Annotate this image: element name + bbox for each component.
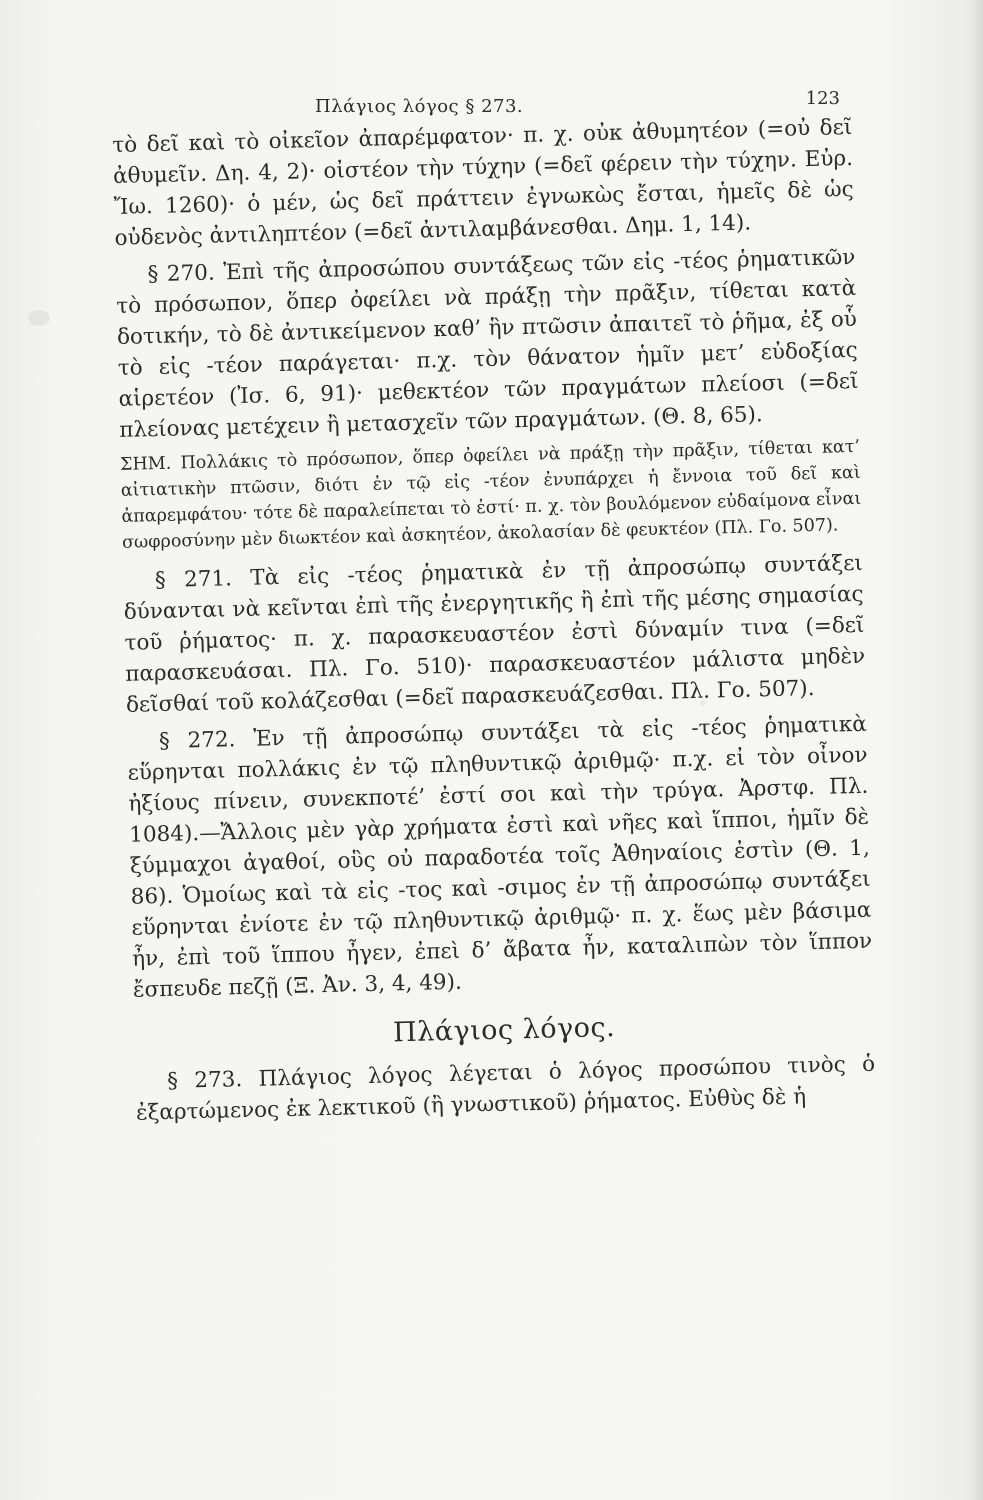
note-paragraph: ΣΗΜ. Πολλάκις τὸ πρόσωπον, ὅπερ ὀφείλει νὰ πράξῃ τὴν πρᾶξιν, τίθεται κατ’ αἰτιατικὴν πτῶσιν, διότι ἐν τῷ εἰς -τέον ἐνυπάρχει ἡ ἔννοια τοῦ δεῖ καὶ ἀπαρεμφάτου· τότε δὲ παραλείπεται τὸ ἐστί· π. χ. τὸν βουλόμενον εὐδαίμονα εἶναι σωφροσύνην μὲν διωκτέον καὶ ἀσκητέον, ἀκολασίαν δὲ φευκτέον (Πλ. Γο. 507). (119, 436, 862, 553)
section-272: § 272. Ἐν τῇ ἀπροσώπῳ συντάξει τὰ εἰς -τέος ῥηματικὰ εὕρηνται πολλάκις ἐν τῷ πληθυντικῷ ἀριθμῷ· π.χ. εἰ τὸν οἶνον ἠξίους πίνειν, συνεκποτέ’ ἐστί σοι καὶ τὴν τρύγα. Ἀρστφ. Πλ. 1084).—Ἄλλοις μὲν γὰρ χρήματα ἐστὶ καὶ νῆες καὶ ἵπποι, ἡμῖν δὲ ξύμμαχοι ἀγαθοί, οὓς οὐ παραδοτέα τοῖς Ἀθηναίοις ἐστὶν (Θ. 1, 86). Ὁμοίως καὶ τὰ εἰς -τος καὶ -σιμος ἐν τῇ ἀπροσώπῳ συντάξει εὕρηνται ἐνίοτε ἐν τῷ πληθυντικῷ ἀριθμῷ· π. χ. ἕως μὲν βάσιμα ἦν, ἐπὶ τοῦ ἵππου ἦγεν, ἐπεὶ δ’ ἄβατα ἦν, καταλιπὼν τὸν ἵππον ἔσπευδε πεζῇ (Ξ. Ἀν. 3, 4, 49). (127, 711, 873, 1003)
paper-stain (28, 310, 50, 326)
section-heading: Πλάγιος λόγος. (392, 1011, 616, 1049)
section-270: § 270. Ἐπὶ τῆς ἀπροσώπου συντάξεως τῶν εἰς -τέος ῥηματικῶν τὸ πρόσωπον, ὅπερ ὀφείλει νὰ πράξῃ τὴν πρᾶξιν, τίθεται κατὰ δοτικήν, τὸ δὲ ἀντικείμενον καθ’ ἣν πτῶσιν ἀπαιτεῖ τὸ ῥῆμα, ἐξ οὗ τὸ εἰς -τέον παράγεται· π.χ. τὸν θάνατον ἡμῖν μετ’ εὐδοξίας αἱρετέον (Ἰσ. 6, 91)· μεθεκτέον τῶν πραγμάτων πλείοσι (=δεῖ πλείονας μετέχειν ἢ μετασχεῖν τῶν πραγμάτων. (Θ. 8, 65). (116, 244, 859, 443)
section-271: § 271. Τὰ εἰς -τέος ῥηματικὰ ἐν τῇ ἀπροσώπῳ συντάξει δύνανται νὰ κεῖνται ἐπὶ τῆς ἐνεργητικῆς ἢ ἐπὶ τῆς μέσης σημασίας τοῦ ῥήματος· π. χ. παρασκευαστέον ἐστὶ δύναμίν τινα (=δεῖ παρασκευάσαι. Πλ. Γο. 510)· παρασκευαστέον μάλιστα μηδὲν δεῖσθαί τοῦ κολάζεσθαι (=δεῖ παρασκευάζεσθαι. Πλ. Γο. 507). (123, 550, 866, 718)
paragraph-continuation: τὸ δεῖ καὶ τὸ οἰκεῖον ἀπαρέμφατον· π. χ. οὐκ ἀθυμητέον (=οὐ δεῖ ἀθυμεῖν. Δη. 4, 2)· οἰστέον τὴν τύχην (=δεῖ φέρειν τὴν τύχην. Εὐρ. Ἴω. 1260)· ὁ μέν, ὡς δεῖ πράττειν ἐγνωκὼς ἔσται, ἡμεῖς δὲ ὡς οὐδενὸς ἀντιληπτέον (=δεῖ ἀντιλαμβάνεσθαι. Δημ. 1, 14). (112, 114, 854, 251)
section-273: § 273. Πλάγιος λόγος λέγεται ὁ λόγος προσώπου τινὸς ὁ ἐξαρτώμενος ἐκ λεκτικοῦ (ἢ γνωστικοῦ) ῥήματος. Εὐθὺς δὲ ἡ (135, 1051, 876, 1126)
page-edge-shadow (969, 0, 983, 1500)
body-text (112, 112, 876, 1135)
running-head: Πλάγιος λόγος § 273. (315, 96, 524, 117)
page-number: 123 (805, 88, 840, 109)
